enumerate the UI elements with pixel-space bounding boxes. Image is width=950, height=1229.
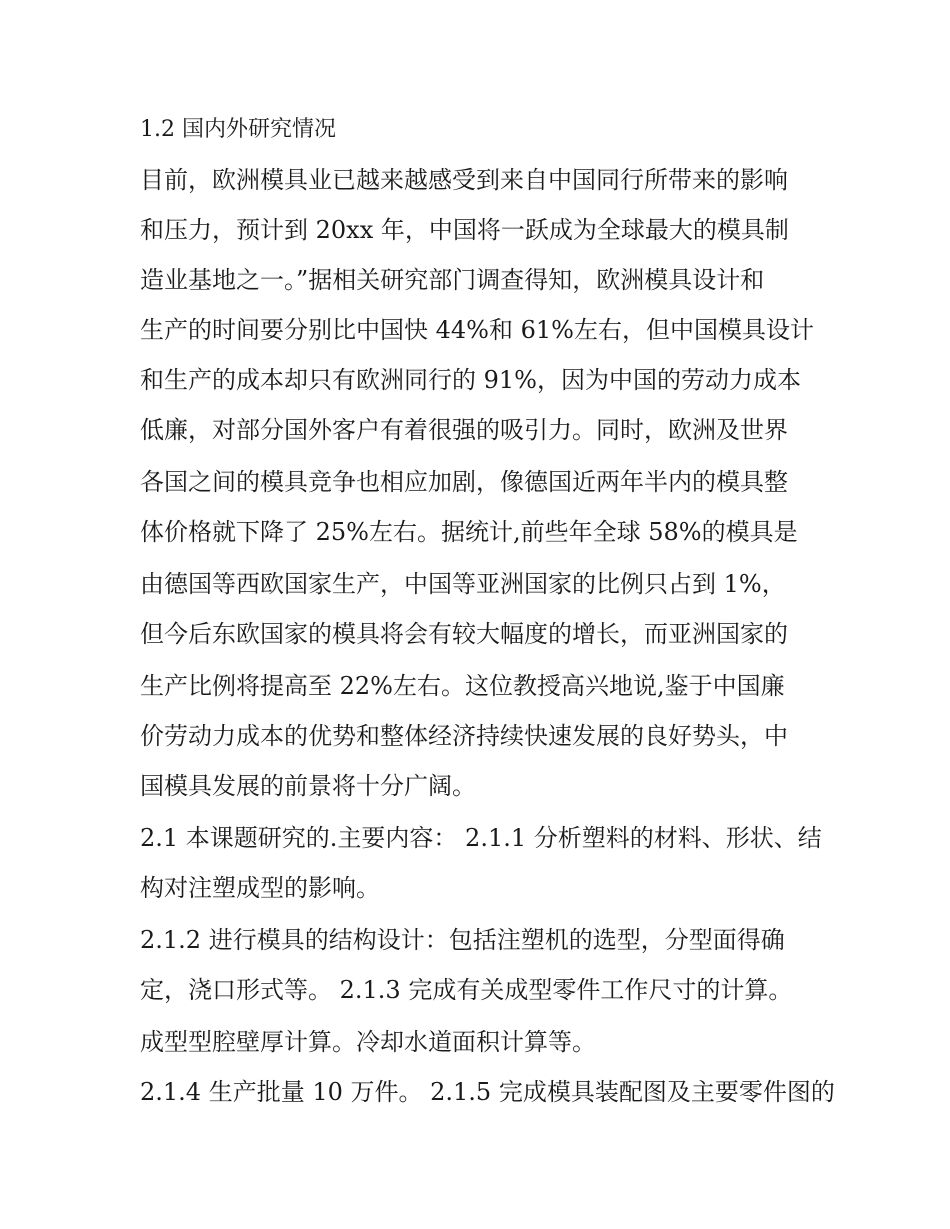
paragraph-line: 各国之间的模具竞争也相应加剧，像德国近两年半内的模具整 <box>140 468 788 496</box>
paragraph-line: 和生产的成本却只有欧洲同行的 91%，因为中国的劳动力成本 <box>140 366 801 394</box>
paragraph-line: 体价格就下降了 25%左右。据统计,前些年全球 58%的模具是 <box>140 518 798 546</box>
paragraph-line: 目前，欧洲模具业已越来越感受到来自中国同行所带来的影响 <box>140 166 788 194</box>
paragraph-line: 造业基地之一。”据相关研究部门调查得知，欧洲模具设计和 <box>140 266 765 294</box>
paragraph-line: 2.1 本课题研究的.主要内容： 2.1.1 分析塑料的材料、形状、结 <box>140 824 822 852</box>
paragraph-line: 低廉，对部分国外客户有着很强的吸引力。同时，欧洲及世界 <box>140 416 788 444</box>
paragraph-line: 和压力，预计到 20xx 年，中国将一跃成为全球最大的模具制 <box>140 216 789 244</box>
paragraph-line: 定，浇口形式等。 2.1.3 完成有关成型零件工作尺寸的计算。 <box>140 976 793 1004</box>
paragraph-line: 2.1.2 进行模具的结构设计：包括注塑机的选型，分型面得确 <box>140 926 785 954</box>
paragraph-line: 生产的时间要分别比中国快 44%和 61%左右，但中国模具设计 <box>140 316 814 344</box>
section-heading: 1.2 国内外研究情况 <box>140 117 336 142</box>
paragraph-line: 但今后东欧国家的模具将会有较大幅度的增长，而亚洲国家的 <box>140 620 788 648</box>
paragraph-line: 构对注塑成型的影响。 <box>140 874 380 902</box>
paragraph-line: 生产比例将提高至 22%左右。这位教授高兴地说,鉴于中国廉 <box>140 672 785 700</box>
paragraph-line: 价劳动力成本的优势和整体经济持续快速发展的良好势头，中 <box>140 722 788 750</box>
paragraph-line: 成型型腔壁厚计算。冷却水道面积计算等。 <box>140 1028 596 1056</box>
paragraph-line: 由德国等西欧国家生产，中国等亚洲国家的比例只占到 1%， <box>140 570 786 598</box>
paragraph-line: 2.1.4 生产批量 10 万件。 2.1.5 完成模具装配图及主要零件图的 <box>140 1078 835 1106</box>
paragraph-line: 国模具发展的前景将十分广阔。 <box>140 772 476 800</box>
